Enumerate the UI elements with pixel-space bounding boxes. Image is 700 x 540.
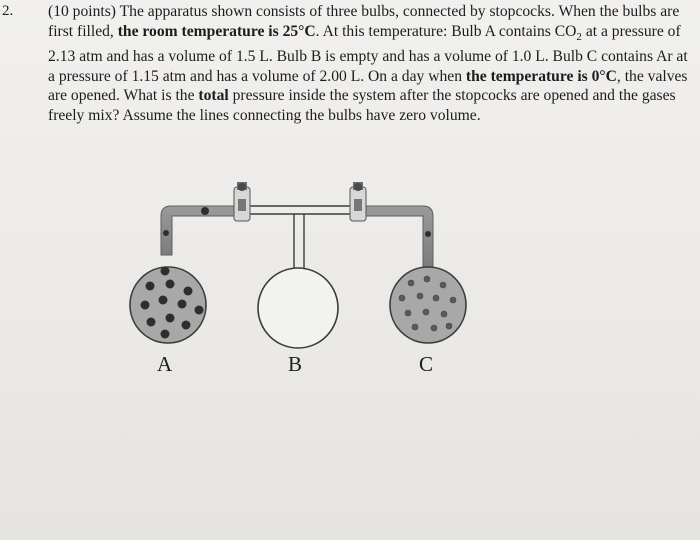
molecule <box>182 321 191 330</box>
molecule <box>440 282 446 288</box>
molecule <box>147 318 156 327</box>
molecule <box>399 295 405 301</box>
problem-text-part-2: . At this temperature: Bulb A contains CO <box>315 22 577 40</box>
tube-c-molecule <box>425 231 431 237</box>
molecule <box>408 280 414 286</box>
bulb-a-label: A <box>157 352 173 376</box>
molecule <box>195 306 204 315</box>
molecule <box>446 323 452 329</box>
stopcock-2 <box>350 182 366 221</box>
problem-text-part-4: , the valves are opened. What is the <box>48 67 688 105</box>
molecule <box>441 311 447 317</box>
molecule <box>184 287 193 296</box>
tube-a-molecule <box>201 207 209 215</box>
tube-c <box>364 206 433 268</box>
molecule <box>412 324 418 330</box>
molecule <box>146 282 155 291</box>
day-temperature-bold: the temperature is 0°C <box>465 67 617 85</box>
molecule <box>178 300 187 309</box>
bulb-c-label: C <box>419 352 434 376</box>
problem-text-part-5: pressure inside the system after the stopcocks are opened and the gases freely mix? Assume the lines connecting the bulbs have zero volume. <box>48 87 676 125</box>
tube-a <box>161 206 236 255</box>
molecule <box>417 293 423 299</box>
co2-subscript: 2 <box>576 30 582 43</box>
stopcock-1 <box>234 182 250 221</box>
molecule <box>161 267 170 276</box>
molecule <box>166 314 175 323</box>
molecule <box>141 301 150 310</box>
bulb-b-neck <box>294 214 304 268</box>
molecule <box>431 325 437 331</box>
molecule <box>405 310 411 316</box>
total-bold: total <box>198 87 229 105</box>
molecule <box>159 296 168 305</box>
molecule <box>166 280 175 289</box>
question-number: 2. <box>2 3 14 19</box>
room-temperature-bold: the room temperature is 25°C <box>117 22 316 40</box>
points-label: (10 points) <box>48 3 117 20</box>
molecule <box>433 295 439 301</box>
molecule <box>423 309 429 315</box>
molecule <box>450 297 456 303</box>
bulb-b <box>258 268 338 348</box>
tube-a-molecule <box>163 230 169 236</box>
problem-text-part-3: at a pressure of 2.13 atm and has a volume of 1.5 L. Bulb B is empty and has a volume of 1.0 L. Bulb C contains Ar at a pressure of 1.15 atm and has a volume of 2.00 L. On a day when <box>48 22 688 85</box>
molecule <box>424 276 430 282</box>
problem-text-part-1: The apparatus shown consists of three bulbs, connected by stopcocks. When the bulbs are first filled, <box>48 3 680 40</box>
molecule <box>161 330 170 339</box>
bulb-b-label: B <box>288 352 303 376</box>
